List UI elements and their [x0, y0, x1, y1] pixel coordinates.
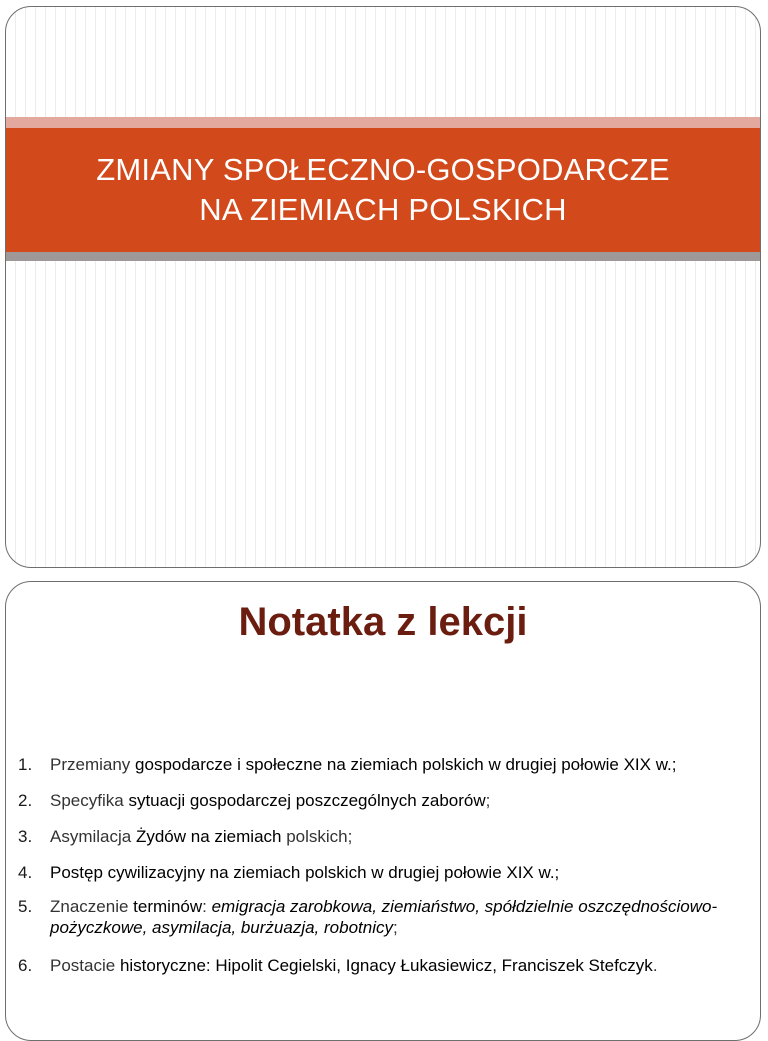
- list-item-number: 5.: [18, 897, 33, 916]
- list-item-number: 1.: [18, 755, 33, 774]
- list-item-text-part: Postęp cywilizacyjny na ziemiach polskich w drugiej połowie XIX w.;: [50, 863, 560, 882]
- list-item-number: 6.: [18, 956, 33, 975]
- title-slide: [5, 6, 761, 568]
- notes-heading: Notatka z lekcji: [238, 600, 528, 644]
- list-item: [18, 826, 756, 847]
- list-item: [18, 896, 756, 938]
- list-item-text-part: ;: [485, 791, 491, 810]
- list-item-text-part: .: [652, 956, 658, 975]
- list-item-text: [50, 754, 756, 775]
- list-item-text: [50, 826, 756, 847]
- list-item-text-part: Specyfika: [50, 791, 129, 810]
- title-band-bottom-stripe: [6, 252, 760, 261]
- list-item-text-part: Postacie: [50, 956, 120, 975]
- list-item-text-part: polskich;: [281, 827, 353, 846]
- notes-slide: [5, 581, 761, 1041]
- list-item-text: [50, 896, 756, 938]
- list-item-text-part: emigracja zarobkowa, ziemiaństwo, spółdzielnie oszczędnościowo-pożyczkowe, asymilacja, burżuazja, robotnicy: [50, 897, 718, 937]
- list-item: [18, 754, 756, 775]
- list-item-text-part: ;: [392, 918, 398, 937]
- title-band-top-stripe: [6, 117, 760, 128]
- list-item: [18, 862, 756, 883]
- title-band: [6, 128, 760, 252]
- list-item: [18, 955, 756, 976]
- list-item-text-part: terminów: [133, 897, 203, 916]
- slide-title-line-2: NA ZIEMIACH POLSKICH: [199, 192, 567, 227]
- topics-list: [18, 754, 756, 991]
- list-item-text-part: Asymilacja: [50, 827, 136, 846]
- list-item-text-part: sytuacji gospodarczej poszczególnych zaborów: [128, 791, 486, 810]
- list-item-number: 4.: [18, 863, 33, 882]
- list-item-text-part: Przemiany: [50, 755, 136, 774]
- list-item-number: 3.: [18, 827, 33, 846]
- slide-title-line-1: ZMIANY SPOŁECZNO-GOSPODARCZE: [96, 152, 670, 187]
- list-item-text: [50, 955, 756, 976]
- list-item-text-part: historyczne: Hipolit Cegielski, Ignacy Łukasiewicz, Franciszek Stefczyk: [119, 956, 653, 975]
- list-item-text-part: :: [202, 897, 212, 916]
- list-item-text-part: Znaczenie: [50, 897, 134, 916]
- list-item-text: [50, 790, 756, 811]
- list-item-text-part: gospodarcze i społeczne na ziemiach polskich w drugiej połowie XIX w.;: [135, 755, 677, 774]
- list-item: [18, 790, 756, 811]
- list-item-number: 2.: [18, 791, 33, 810]
- list-item-text-part: Żydów na ziemiach: [135, 827, 282, 846]
- list-item-text: [50, 862, 756, 883]
